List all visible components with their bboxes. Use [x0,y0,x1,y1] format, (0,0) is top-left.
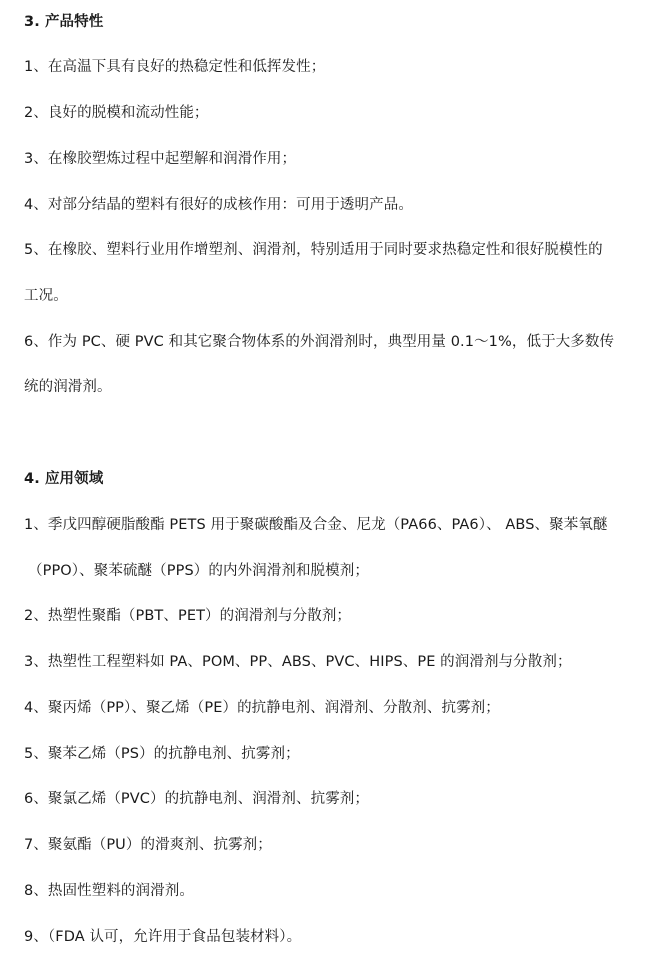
feature-item-5: 5、在橡胶、塑料行业用作增塑剂、润滑剂，特别适用于同时要求热稳定性和很好脱模性的 [24,242,603,258]
feature-item-6-continued: 统的润滑剂。 [24,379,112,395]
feature-item-1: 1、在高温下具有良好的热稳定性和低挥发性； [24,59,326,75]
application-item-4: 4、聚丙烯（PP）、聚乙烯（PE）的抗静电剂、润滑剂、分散剂、抗雾剂； [24,700,500,716]
feature-item-4: 4、对部分结晶的塑料有很好的成核作用：可用于透明产品。 [24,197,413,213]
application-item-9: 9、（FDA 认可，允许用于食品包装材料）。 [24,929,302,945]
feature-item-6: 6、作为 PC、硬 PVC 和其它聚合物体系的外润滑剂时，典型用量 0.1～1%，低于大多数传 [24,334,615,350]
feature-item-3: 3、在橡胶塑炼过程中起塑解和润滑作用； [24,151,297,167]
application-item-1-continued: （PPO）、聚苯硫醚（PPS）的内外润滑剂和脱模剂； [28,563,369,579]
section-3-heading: 3. 产品特性 [24,14,104,30]
application-item-2: 2、热塑性聚酯（PBT、PET）的润滑剂与分散剂； [24,608,352,624]
application-item-1: 1、季戊四醇硬脂酸酯 PETS 用于聚碳酸酯及合金、尼龙（PA66、PA6）、 ABS、聚苯氧醚 [24,517,608,533]
application-item-7: 7、聚氨酯（PU）的滑爽剂、抗雾剂； [24,837,272,853]
section-4-heading: 4. 应用领域 [24,471,104,487]
application-item-5: 5、聚苯乙烯（PS）的抗静电剂、抗雾剂； [24,746,300,762]
feature-item-5-continued: 工况。 [24,288,68,304]
feature-item-2: 2、良好的脱模和流动性能； [24,105,209,121]
application-item-8: 8、热固性塑料的润滑剂。 [24,883,194,899]
application-item-3: 3、热塑性工程塑料如 PA、POM、PP、ABS、PVC、HIPS、PE 的润滑剂与分散剂； [24,654,572,670]
application-item-6: 6、聚氯乙烯（PVC）的抗静电剂、润滑剂、抗雾剂； [24,791,370,807]
